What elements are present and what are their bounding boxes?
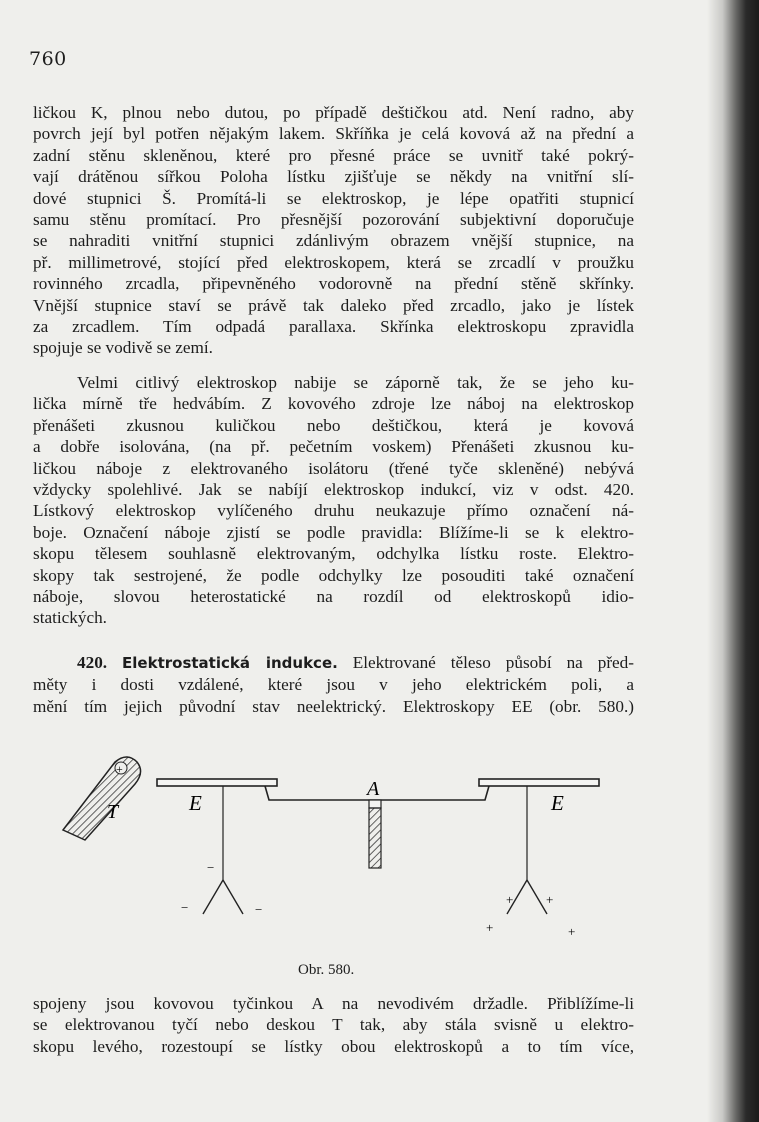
text-line: skopy tak sestrojené, že podle odchylky lze posouditi také označení xyxy=(33,565,634,585)
book-spine-shadow xyxy=(707,0,759,1122)
section-heading-line xyxy=(33,652,634,674)
minus-sign: − xyxy=(207,860,215,875)
charged-rod xyxy=(63,757,141,840)
plus-sign: + xyxy=(568,924,576,939)
text-line: Velmi citlivý elektroskop nabije se záporně tak, že se jeho ku- xyxy=(77,373,634,392)
text-line: a dobře isolována, (na př. pečetním voskem) Přenášeti zkusnou ku- xyxy=(33,437,634,457)
text-line: spojuje se vodivě se zemí. xyxy=(33,338,213,358)
text-line: př. millimetrové, stojící před elektroskopem, která se zrcadlí v proužku xyxy=(33,252,634,272)
text-line: Lístkový elektroskop vylíčeného druhu neukazuje přímo označení ná- xyxy=(33,501,634,521)
minus-sign: − xyxy=(181,900,189,915)
figure-580 xyxy=(55,752,635,974)
text-line: samu stěnu promítací. Pro přesnější pozorování subjektivní doporučuje xyxy=(33,210,634,230)
text-line: zadní stěnu skleněnou, které pro přesné práce se uvnitř také pokrý- xyxy=(33,145,634,165)
paragraph-4 xyxy=(33,993,634,1057)
text-line: statických. xyxy=(33,608,107,628)
plus-sign: + xyxy=(486,920,494,935)
section-title: Elektrostatická indukce. xyxy=(122,654,338,672)
text-line: se elektrovanou tyčí nebo deskou T tak, aby stála svisně u elektro- xyxy=(33,1015,634,1035)
middle-label: A xyxy=(367,778,380,800)
text-line: boje. Označení náboje zjistí se podle pravidla: Blížíme-li se k elektro- xyxy=(33,522,634,542)
text-line: Vnější stupnice staví se právě tak daleko před zrcadlo, jako je lístek xyxy=(33,295,634,315)
text-line: rovinného zrcadla, připevněného vodorovně na přední stěně skřínky. xyxy=(33,274,634,294)
rod-sign: + xyxy=(116,762,123,776)
text-line: vají drátěnou sířkou Poloha lístku zjišťuje se někdy na vnitřní slí- xyxy=(33,167,634,187)
page-number: 760 xyxy=(29,48,67,70)
rod-label: T xyxy=(107,801,119,823)
plus-sign: + xyxy=(506,892,514,907)
text-line: dové stupnici Š. Promítá-li se elektroskop, je lépe opatřiti stupnicí xyxy=(33,188,634,208)
text-line: přenášeti zkusnou kuličkou nebo deštičkou, která je kovová xyxy=(33,415,634,435)
text-line: za zrcadlem. Tím odpadá parallaxa. Skřínka elektroskopu zpravidla xyxy=(33,317,634,337)
paragraph-2 xyxy=(33,372,634,629)
text-line: se nahraditi vnitřní stupnici zdánlivým obrazem vnější stupnice, na xyxy=(33,231,634,251)
section-number: 420. xyxy=(77,653,108,672)
electroscope-diagram xyxy=(55,752,635,974)
text-line: lička mírně tře hedvábím. Z kovového zdroje lze náboj na elektroskop xyxy=(33,394,634,414)
section-420 xyxy=(33,652,634,717)
left-electroscope xyxy=(157,779,277,917)
text-line: skopu tělesem souhlasně elektrovaným, odchylka lístku roste. Elektro- xyxy=(33,544,634,564)
right-electroscope xyxy=(479,779,599,939)
text-line: skopu levého, rozestoupí se lístky obou elektroskopů a to tím více, xyxy=(33,1036,634,1056)
text-line: ličkou K, plnou nebo dutou, po případě deštičkou atd. Není radno, aby xyxy=(33,103,634,122)
text-line: ličkou náboje z elektrovaného isolátoru (třené tyče skleněné) nebývá xyxy=(33,458,634,478)
left-label: E xyxy=(189,791,202,815)
minus-sign: − xyxy=(255,902,263,917)
text-line: spojeny jsou kovovou tyčinkou A na nevodivém držadle. Přiblížíme-li xyxy=(33,994,634,1013)
right-label: E xyxy=(551,791,564,815)
text-line: mění tím jejich původní stav neelektrický. Elektroskopy EE (obr. 580.) xyxy=(33,696,634,716)
plus-sign: + xyxy=(546,892,554,907)
paragraph-1 xyxy=(33,102,634,359)
figure-caption: Obr. 580. xyxy=(298,962,355,978)
text-line: vždycky spolehlivé. Jak se nabíjí elektroskop indukcí, viz v odst. 420. xyxy=(33,480,634,500)
text-line: měty i dosti vzdálené, které jsou v jeho elektrickém poli, a xyxy=(33,675,634,695)
text-line: povrch její byl potřen nějakým lakem. Skříňka je celá kovová až na přední a xyxy=(33,124,634,144)
connecting-rod xyxy=(265,778,489,868)
text-line: náboje, slovou heterostatické na rozdíl od elektroskopů idio- xyxy=(33,587,634,607)
text-line: Elektrované těleso působí na před- xyxy=(352,653,634,672)
